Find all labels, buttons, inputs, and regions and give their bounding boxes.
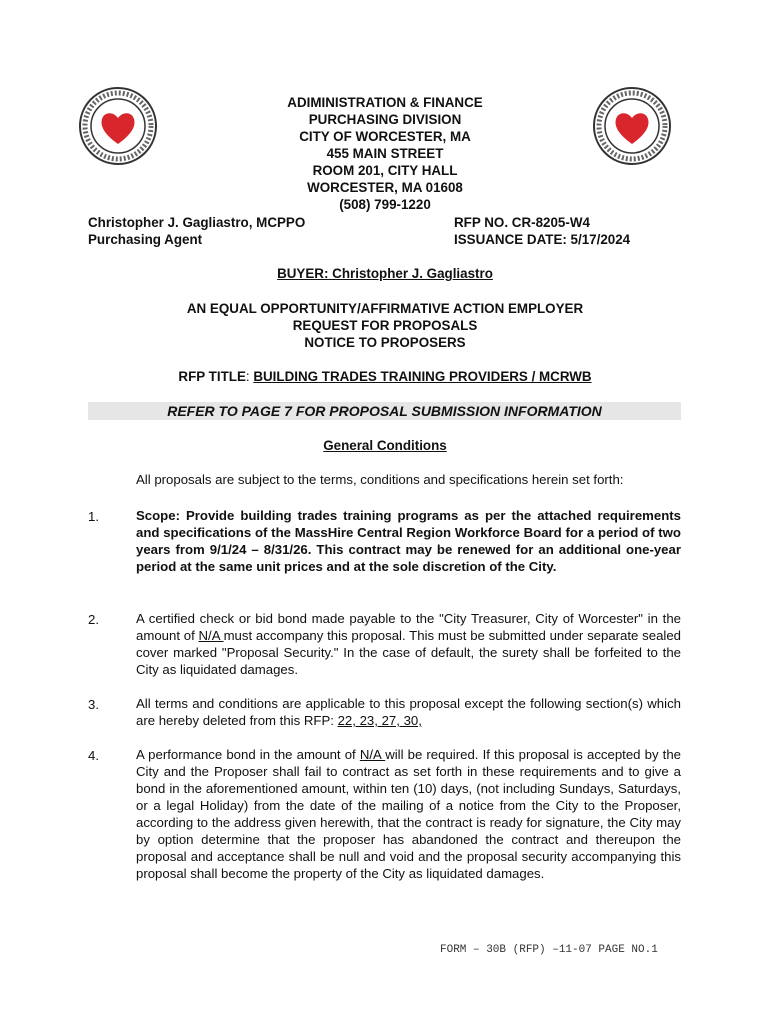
- letterhead-line: ROOM 201, CITY HALL: [312, 163, 458, 178]
- rfp-title-colon: :: [245, 369, 254, 384]
- item-performance-bond: [136, 746, 681, 882]
- buyer-label: BUYER:: [277, 266, 329, 281]
- item-text: All terms and conditions are applicable to this proposal except the following section(s) which are hereby deleted from this RFP:: [136, 696, 681, 728]
- item-blank: 22, 23, 27, 30,: [337, 713, 422, 728]
- item-number: 1.: [88, 509, 99, 524]
- item-number: 3.: [88, 697, 99, 712]
- form-footer: FORM – 30B (RFP) –11-07 PAGE NO.1: [440, 944, 658, 956]
- letterhead-line: PURCHASING DIVISION: [308, 112, 462, 127]
- purchasing-agent-block: [88, 214, 305, 248]
- intro-text: All proposals are subject to the terms, conditions and specifications herein set forth:: [136, 472, 624, 487]
- rfp-info-block: [454, 214, 630, 248]
- item-text: A certified check or bid bond made payable to the "City Treasurer, City of Worcester" in the amount of: [136, 611, 681, 643]
- eeo-line: AN EQUAL OPPORTUNITY/AFFIRMATIVE ACTION EMPLOYER: [186, 301, 584, 316]
- agent-title: Purchasing Agent: [88, 232, 203, 247]
- eeo-block: [0, 300, 770, 351]
- item-number: 2.: [88, 612, 99, 627]
- issuance-date: ISSUANCE DATE: 5/17/2024: [454, 232, 631, 247]
- letterhead: [0, 94, 770, 213]
- letterhead-line: (508) 799-1220: [339, 197, 431, 212]
- letterhead-line: 455 MAIN STREET: [326, 146, 444, 161]
- item-text: A performance bond in the amount of: [136, 747, 360, 762]
- item-text: will be required. If this proposal is accepted by the City and the Proposer shall fail to contract as set forth in these requirements and to give a bond in the aforementioned amount, within ten (10) days, (not including Sundays, Saturdays, or a legal Holiday) from the date of the mailing of a notice from the City to the Proposer, according to the address given herewith, that the contract is ready for signature, the City may by option determine that the proposer has abandoned the contract and thereupon the proposal and acceptance shall be null and void and the proposal security accompanying this proposal shall become the property of the City as liquidated damages.: [136, 747, 682, 881]
- item-number: 4.: [88, 748, 99, 763]
- buyer-line: [0, 266, 770, 281]
- item-bid-bond: [136, 610, 681, 678]
- rfp-number: RFP NO. CR-8205-W4: [454, 215, 590, 230]
- item-scope: Scope: Provide building trades training programs as per the attached requirements and specifications of the MassHire Central Region Workforce Board for a period of two years from 9/1/24 – 8/31/26. This contract may be renewed for an additional one-year period at the same unit prices and at the sole discretion of the City.: [136, 508, 681, 574]
- buyer-name: Christopher J. Gagliastro: [328, 266, 493, 281]
- item-blank: N/A: [198, 628, 224, 643]
- letterhead-line: WORCESTER, MA 01608: [307, 180, 463, 195]
- item-blank: N/A: [359, 747, 386, 762]
- item-text: must accompany this proposal. This must be submitted under separate sealed cover marked "Proposal Security." In the case of default, the surety shall be forfeited to the City as liquidated damages.: [136, 628, 682, 677]
- notice-heading: NOTICE TO PROPOSERS: [304, 335, 466, 350]
- letterhead-line: CITY OF WORCESTER, MA: [299, 129, 471, 144]
- refer-banner: REFER TO PAGE 7 FOR PROPOSAL SUBMISSION INFORMATION: [88, 402, 681, 420]
- letterhead-line: ADIMINISTRATION & FINANCE: [287, 95, 483, 110]
- rfp-title: [0, 369, 770, 384]
- general-conditions-heading: General Conditions: [323, 438, 447, 453]
- agent-name: Christopher J. Gagliastro, MCPPO: [88, 215, 306, 230]
- item-terms: [136, 695, 681, 729]
- rfp-heading: REQUEST FOR PROPOSALS: [292, 318, 478, 333]
- rfp-title-value: BUILDING TRADES TRAINING PROVIDERS / MCRWB: [253, 369, 592, 384]
- rfp-title-label: RFP TITLE: [178, 369, 246, 384]
